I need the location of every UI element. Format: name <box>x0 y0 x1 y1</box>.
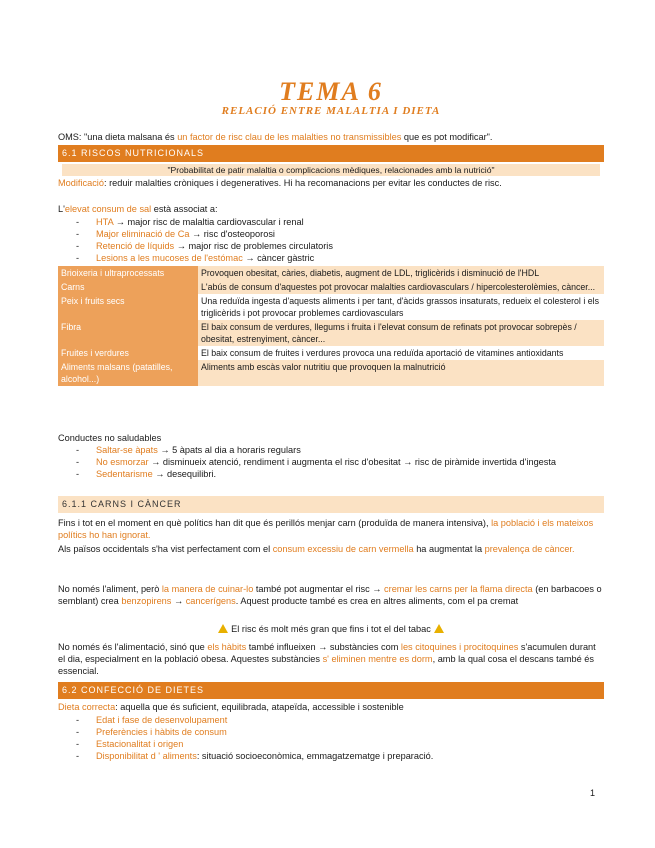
p3-arrow: → <box>171 596 186 606</box>
p3-highlight: la manera de cuinar-lo <box>161 584 254 594</box>
warning-icon <box>218 624 228 633</box>
p4-text-2: també influeixen → substàncies com <box>246 642 401 652</box>
p4-highlight-2: les citoquines i procitoquines <box>400 642 519 652</box>
p3-text-2: també pot augmentar el risc → <box>253 584 385 594</box>
p3-highlight-4: cancerígens <box>185 596 236 606</box>
table-cell-value: Provoquen obesitat, càries, diabetis, augment de LDL, triglicèrids i disminució de l'HDL <box>198 266 604 280</box>
conductes-list <box>58 444 604 480</box>
table-row <box>58 346 604 360</box>
table-row <box>58 360 604 386</box>
table-cell-value: El baix consum de fruites i verdures provoca una reduïda aportació de vitamines antioxidants <box>198 346 604 360</box>
list-item <box>58 468 604 480</box>
list-item <box>58 714 604 726</box>
p3-text: No només l'aliment, però <box>58 584 162 594</box>
list-item-key: No esmorzar <box>96 457 149 467</box>
list-item-key: Disponibilitat d ' aliments <box>96 751 197 761</box>
p1-highlight: la població i els mateixos polítics ho han ignorat. <box>58 518 594 540</box>
p2-text-2: ha augmentat la <box>413 544 485 554</box>
carns-paragraph-1 <box>58 517 604 541</box>
p3-highlight-3: benzopirens <box>121 596 172 606</box>
p3-highlight-2: cremar les carns per la flama directa <box>384 584 533 594</box>
list-item-text: → major risc de problemes circulatoris <box>174 241 333 251</box>
page-title: TEMA 6 <box>279 77 383 106</box>
sal-highlight: elevat consum de sal <box>64 204 152 214</box>
table-cell-key: Aliments malsans (patatilles, alcohol...) <box>58 360 198 386</box>
dieta-text: : aquella que és suficient, equilibrada, atapeïda, accessible i sostenible <box>115 702 404 712</box>
table-row <box>58 320 604 346</box>
page-subtitle: RELACIÓ ENTRE MALALTIA I DIETA <box>221 105 441 117</box>
list-item <box>58 738 604 750</box>
oms-text: OMS: "una dieta malsana és <box>58 132 178 142</box>
modificacio-label: Modificació <box>58 178 104 188</box>
p4-text-3: s'acumulen durant el dia, especialment en la població obesa. Aquestes substàncies <box>58 642 596 664</box>
risk-table <box>58 266 604 386</box>
warning-text: El risc és molt més gran que fins i tot el del tabac <box>231 624 431 634</box>
list-item <box>58 456 604 468</box>
oms-text-end: que es pot modificar". <box>401 132 493 142</box>
sal-intro <box>58 203 604 215</box>
list-item-key: HTA <box>96 217 114 227</box>
p1-text: Fins i tot en el moment en què polítics han dit que és perillós menjar carn (produïda de manera intensiva), <box>58 518 492 528</box>
table-row <box>58 294 604 320</box>
list-item <box>58 252 604 264</box>
p2-highlight-2: prevalença de càncer. <box>484 544 575 554</box>
carns-paragraph-3 <box>58 583 604 607</box>
p2-text: Als països occidentals s'ha vist perfectament com el <box>58 544 273 554</box>
definition-quote: "Probabilitat de patir malaltia o complicacions mèdiques, relacionades amb la nutrició" <box>62 164 600 176</box>
dieta-correcta <box>58 701 604 713</box>
table-cell-key: Carns <box>58 280 198 294</box>
table-cell-value: L'abús de consum d'aquestes pot provocar malalties cardiovasculars / hipercolesterolèmies, càncer... <box>198 280 604 294</box>
table-cell-value: El baix consum de verdures, llegums i fruita i l'elevat consum de refinats pot provocar sobrepès / obesitat, estrenyiment, càncer... <box>198 320 604 346</box>
dieta-label: Dieta correcta <box>58 702 116 712</box>
list-item-key: Lesions a les mucoses de l'estómac <box>96 253 243 263</box>
list-item-text: → desequilibri. <box>152 469 217 479</box>
p4-highlight: els hàbits <box>207 642 247 652</box>
sal-intro-a: L' <box>58 204 65 214</box>
list-item-text: : situació socioeconòmica, emmagatzematge i preparació. <box>196 751 434 761</box>
sal-list <box>58 216 604 264</box>
list-item-key: Sedentarisme <box>96 469 153 479</box>
list-item-key: Saltar-se àpats <box>96 445 158 455</box>
section-heading-6-1-1: 6.1.1 CARNS I CÀNCER <box>58 496 604 513</box>
table-cell-key: Brioixeria i ultraprocessats <box>58 266 198 280</box>
carns-paragraph-4 <box>58 641 604 677</box>
list-item-key: Edat i fase de desenvolupament <box>96 715 228 725</box>
list-item-text: → disminueix atenció, rendiment i augmenta el risc d'obesitat → risc de piràmide invertida d'ingesta <box>148 457 557 467</box>
p4-text: No només és l'alimentació, sinó que <box>58 642 208 652</box>
list-item <box>58 240 604 252</box>
table-cell-key: Fibra <box>58 320 198 346</box>
table-cell-value: Una reduïda ingesta d'aquests aliments i per tant, d'àcids grassos insaturats, redueix el colesterol i els triglicèrids i pot provocar problemes cardiovasculars <box>198 294 604 320</box>
conductes-heading: Conductes no saludables <box>58 433 162 443</box>
list-item-key: Retenció de líquids <box>96 241 175 251</box>
sal-intro-c: està associat a: <box>151 204 218 214</box>
list-item <box>58 228 604 240</box>
list-item <box>58 216 604 228</box>
p2-highlight: consum excessiu de carn vermella <box>272 544 414 554</box>
list-item <box>58 726 604 738</box>
section-heading-6-1: 6.1 RISCOS NUTRICIONALS <box>58 145 604 162</box>
warning-line <box>58 623 604 635</box>
modificacio-body: : reduir malalties cròniques i degeneratives. Hi ha recomanacions per evitar les conductes de risc. <box>103 178 502 188</box>
list-item-text: → 5 àpats al dia a horaris regulars <box>157 445 301 455</box>
table-cell-value: Aliments amb escàs valor nutritiu que provoquen la malnutrició <box>198 360 604 386</box>
p3-text-4: . Aquest producte també es crea en altres aliments, com el pa cremat <box>235 596 519 606</box>
table-cell-key: Fruites i verdures <box>58 346 198 360</box>
dieta-list <box>58 714 604 762</box>
list-item <box>58 750 604 762</box>
list-item <box>58 444 604 456</box>
p3-text-3: (en barbacoes o semblant) crea <box>58 584 602 606</box>
section-heading-6-2: 6.2 CONFECCIÓ DE DIETES <box>58 682 604 699</box>
oms-highlight: un factor de risc clau de les malalties no transmissibles <box>177 132 402 142</box>
carns-paragraph-2 <box>58 543 604 555</box>
list-item-key: Major eliminació de Ca <box>96 229 190 239</box>
p4-highlight-3: s' eliminen mentre es dorm <box>322 654 433 664</box>
p4-text-4: , amb la qual cosa el descans també és essencial. <box>58 654 594 676</box>
table-row <box>58 280 604 294</box>
page-number: 1 <box>590 788 596 798</box>
modificacio-text <box>58 177 604 189</box>
warning-icon <box>434 624 444 633</box>
table-cell-key: Peix i fruits secs <box>58 294 198 320</box>
list-item-key: Estacionalitat i origen <box>96 739 184 749</box>
list-item-text: → major risc de malaltia cardiovascular i renal <box>113 217 304 227</box>
list-item-key: Preferències i hàbits de consum <box>96 727 227 737</box>
table-row <box>58 266 604 280</box>
oms-quote <box>58 131 604 143</box>
list-item-text: → risc d'osteoporosi <box>189 229 275 239</box>
list-item-text: → càncer gàstric <box>242 253 315 263</box>
